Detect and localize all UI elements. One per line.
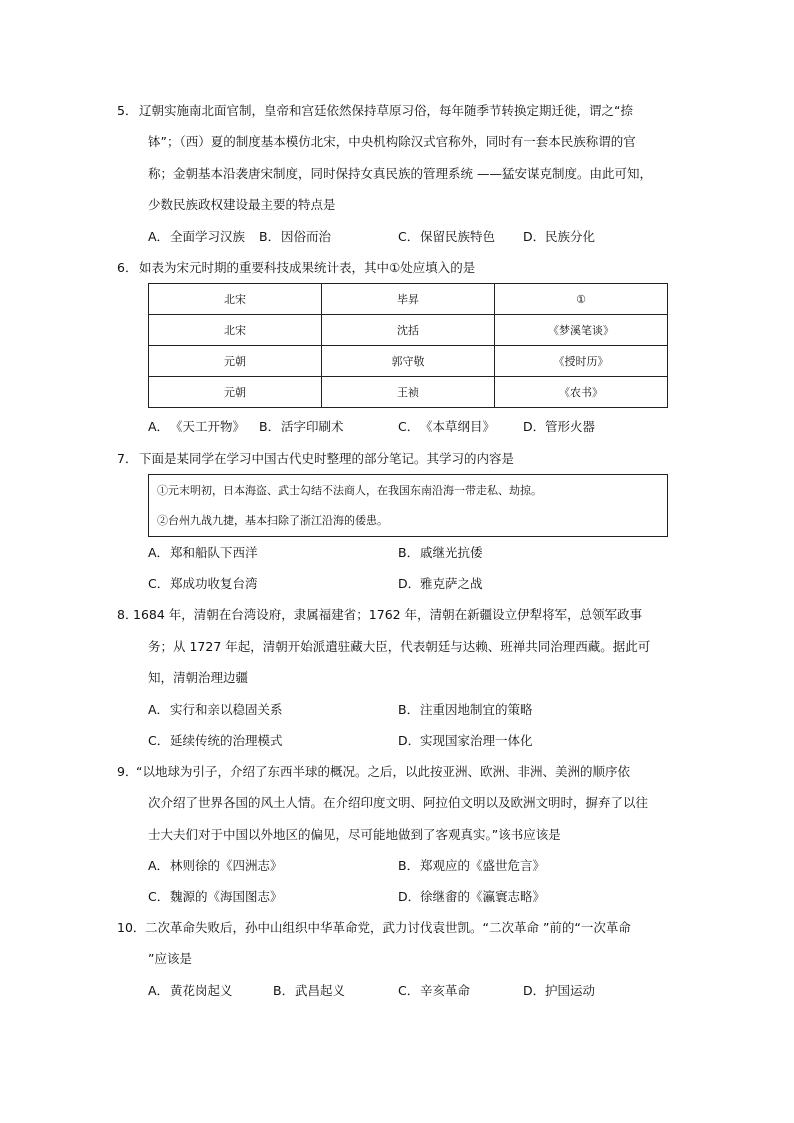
question-text-line: 称；金朝基本沿袭唐宋制度，同时保持女真民族的管理系统 ——猛安谋克制度。由此可知，	[148, 166, 652, 181]
option-a: A．实行和亲以稳固关系	[148, 702, 283, 717]
question-number: 6．	[117, 260, 138, 275]
option-d: D．雅克萨之战	[398, 576, 483, 591]
option-c: C．郑成功收复台湾	[148, 576, 258, 591]
question-text-line: 务；从 1727 年起，清朝开始派遣驻藏大臣，代表朝廷与达赖、班禅共同治理西藏。据此可	[148, 639, 651, 654]
table-cell: 《授时历》	[495, 346, 668, 377]
option-a: A．林则徐的《四洲志》	[148, 858, 283, 873]
question-number: 9．	[117, 764, 138, 779]
question-text-line: 二次革命失败后，孙中山组织中华革命党，武力讨伐袁世凯。“二次革命 ”前的“一次革命	[145, 920, 631, 935]
option-a: A．郑和船队下西洋	[148, 545, 258, 560]
question-text-line: ”应该是	[148, 951, 192, 966]
option-c: C．延续传统的治理模式	[148, 733, 283, 748]
question-text-line: 辽朝实施南北面官制，皇帝和宫廷依然保持草原习俗，每年随季节转换定期迁徙，谓之“捺	[139, 103, 633, 118]
option-b: B．武昌起义	[273, 983, 346, 998]
option-d: D．实现国家治理一体化	[398, 733, 533, 748]
question-text-line: “以地球为引子，介绍了东西半球的概况。之后，以此按亚洲、欧洲、非洲、美洲的顺序依	[136, 764, 630, 779]
option-c: C．魏源的《海国图志》	[148, 889, 283, 904]
option-b: B．注重因地制宜的策略	[398, 702, 533, 717]
question-text-line: 士大夫们对于中国以外地区的偏见，尽可能地做到了客观真实。”该书应该是	[148, 827, 561, 842]
question-number: 7．	[117, 451, 138, 466]
table-cell: 毕昇	[322, 284, 495, 315]
table-cell: 元朝	[149, 377, 322, 408]
table-cell: 《梦溪笔谈》	[495, 315, 668, 346]
question-text-line: 钵”；（西）夏的制度基本模仿北宋，中央机构除汉式官称外，同时有一套本民族称谓的官	[148, 134, 636, 149]
question-text-line: 下面是某同学在学习中国古代史时整理的部分笔记。其学习的内容是	[139, 451, 515, 466]
table-row	[149, 377, 668, 408]
option-d: D．徐继畬的《瀛寰志略》	[398, 889, 546, 904]
table-cell: 北宋	[149, 315, 322, 346]
option-d: D．民族分化	[523, 229, 596, 244]
question-text-line: 1684 年，清朝在台湾设府，隶属福建省；1762 年，清朝在新疆设立伊犁将军，总领军政事	[133, 607, 643, 622]
table-cell: 元朝	[149, 346, 322, 377]
table-cell: 王祯	[322, 377, 495, 408]
table-cell: 郭守敬	[322, 346, 495, 377]
note-line: ②台州九战九捷，基本扫除了浙江沿海的倭患。	[157, 514, 388, 527]
table-row	[149, 346, 668, 377]
table-row	[149, 284, 668, 315]
option-a: A．黄花岗起义	[148, 983, 233, 998]
question-text-line: 少数民族政权建设最主要的特点是	[148, 197, 336, 212]
table-cell: 北宋	[149, 284, 322, 315]
table-row	[149, 315, 668, 346]
option-c: C．辛亥革命	[398, 983, 471, 998]
option-c: C．保留民族特色	[398, 229, 496, 244]
question-text-line: 知，清朝治理边疆	[148, 670, 249, 685]
option-b: B．因俗而治	[259, 229, 332, 244]
question-text-line: 如表为宋元时期的重要科技成果统计表，其中①处应填入的是	[139, 260, 476, 275]
option-b: B．活字印刷术	[259, 419, 344, 434]
table-cell: 沈括	[322, 315, 495, 346]
note-line: ①元末明初，日本海盗、武士勾结不法商人，在我国东南沿海一带走私、劫掠。	[157, 484, 542, 497]
option-b: B．戚继光抗倭	[398, 545, 483, 560]
science-achievements-table	[148, 283, 668, 408]
question-number: 5．	[117, 103, 138, 118]
option-d: D．管形火器	[523, 419, 596, 434]
option-d: D．护国运动	[523, 983, 596, 998]
option-b: B．郑观应的《盛世危言》	[398, 858, 546, 873]
table-cell: ①	[495, 284, 668, 315]
option-c: C．《本草纲目》	[398, 419, 496, 434]
question-number: 8．	[117, 607, 138, 622]
table-cell: 《农书》	[495, 377, 668, 408]
option-a: A．《天工开物》	[148, 419, 246, 434]
option-a: A．全面学习汉族	[148, 229, 246, 244]
question-number: 10．	[117, 920, 146, 935]
study-notes-box	[148, 474, 668, 537]
question-text-line: 次介绍了世界各国的风土人情。在介绍印度文明、阿拉伯文明以及欧洲文明时，摒弃了以往	[148, 795, 649, 810]
